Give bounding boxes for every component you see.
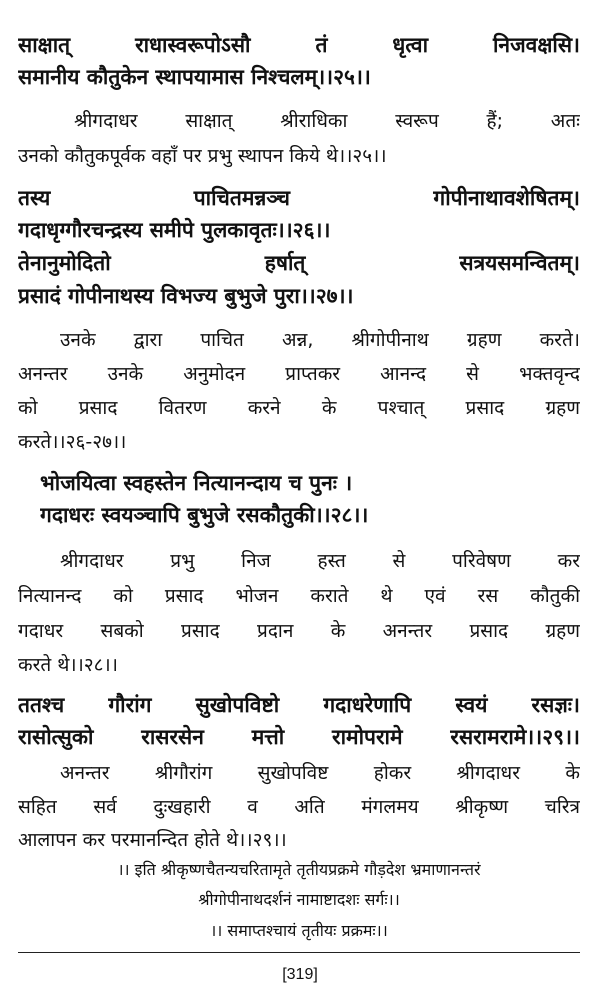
translation-29-line-3: आलापन कर परमानन्दित होते थे।।२९।। (18, 829, 287, 851)
verse-27-line-1: तेनानुमोदितो हर्षात् सत्रयसमन्वितम्। (18, 251, 580, 275)
colophon-line-3: ।। समाप्तश्चायं तृतीयः प्रक्रमः।। (210, 921, 388, 940)
verse-26-line-1: तस्य पाचितमन्नञ्च गोपीनाथावशेषितम्। (18, 186, 580, 210)
translation-26-27-line-4: करते।।२६-२७।। (18, 431, 127, 453)
footer-divider (18, 952, 580, 953)
page-number: [319] (282, 966, 318, 983)
verse-29-line-2: रासोत्सुको रासरसेन मत्तो रामोपरामे रसरामरामे।।२९।। (18, 725, 580, 749)
translation-26-27-line-1: उनके द्वारा पाचित अन्न, श्रीगोपीनाथ ग्रहण करते। (60, 329, 580, 351)
translation-26-27-line-2: अनन्तर उनके अनुमोदन प्राप्तकर आनन्द से भक्तवृन्द (18, 363, 580, 385)
verse-28-line-1: भोजयित्वा स्वहस्तेन नित्यानन्दाय च पुनः । (40, 471, 353, 495)
verse-28-line-2: गदाधरः स्वयञ्चापि बुभुजे रसकौतुकी।।२८।। (40, 503, 369, 527)
verse-27-line-2: प्रसादं गोपीनाथस्य विभज्य बुभुजे पुरा।।२७।। (18, 284, 354, 308)
translation-28-line-2: नित्यानन्द को प्रसाद भोजन कराते थे एवं रस कौतुकी (18, 585, 580, 607)
translation-25-line-2: उनको कौतुकपूर्वक वहाँ पर प्रभु स्थापन किये थे।।२५।। (18, 145, 387, 167)
translation-29-line-1: अनन्तर श्रीगौरांग सुखोपविष्ट होकर श्रीगदाधर के (60, 762, 580, 784)
translation-28-line-1: श्रीगदाधर प्रभु निज हस्त से परिवेषण कर (60, 550, 580, 572)
colophon-line-1: ।। इति श्रीकृष्णचैतन्यचरितामृते तृतीयप्रक्रमे गौड़देश भ्रमाणानन्तरं (117, 860, 481, 879)
verse-25-line-2: समानीय कौतुकेन स्थापयामास निश्चलम्।।२५।। (18, 65, 371, 89)
translation-28-line-4: करते थे।।२८।। (18, 654, 118, 676)
colophon-line-2: श्रीगोपीनाथदर्शनं नामाष्टादशः सर्गः।। (198, 890, 400, 909)
translation-25-line-1: श्रीगदाधर साक्षात् श्रीराधिका स्वरूप हैं; अतः (74, 110, 580, 132)
translation-28-line-3: गदाधर सबको प्रसाद प्रदान के अनन्तर प्रसाद ग्रहण (18, 620, 580, 642)
verse-29-line-1: ततश्च गौरांग सुखोपविष्टो गदाधरेणापि स्वयं रसज्ञः। (18, 693, 580, 717)
verse-26-line-2: गदाधृग्गौरचन्द्रस्य समीपे पुलकावृतः।।२६।। (18, 218, 331, 242)
translation-29-line-2: सहित सर्व दुःखहारी व अति मंगलमय श्रीकृष्ण चरित्र (18, 796, 580, 818)
translation-26-27-line-3: को प्रसाद वितरण करने के पश्चात् प्रसाद ग्रहण (18, 397, 580, 419)
verse-25-line-1: साक्षात् राधास्वरूपोऽसौ तं धृत्वा निजवक्षसि। (18, 33, 580, 57)
